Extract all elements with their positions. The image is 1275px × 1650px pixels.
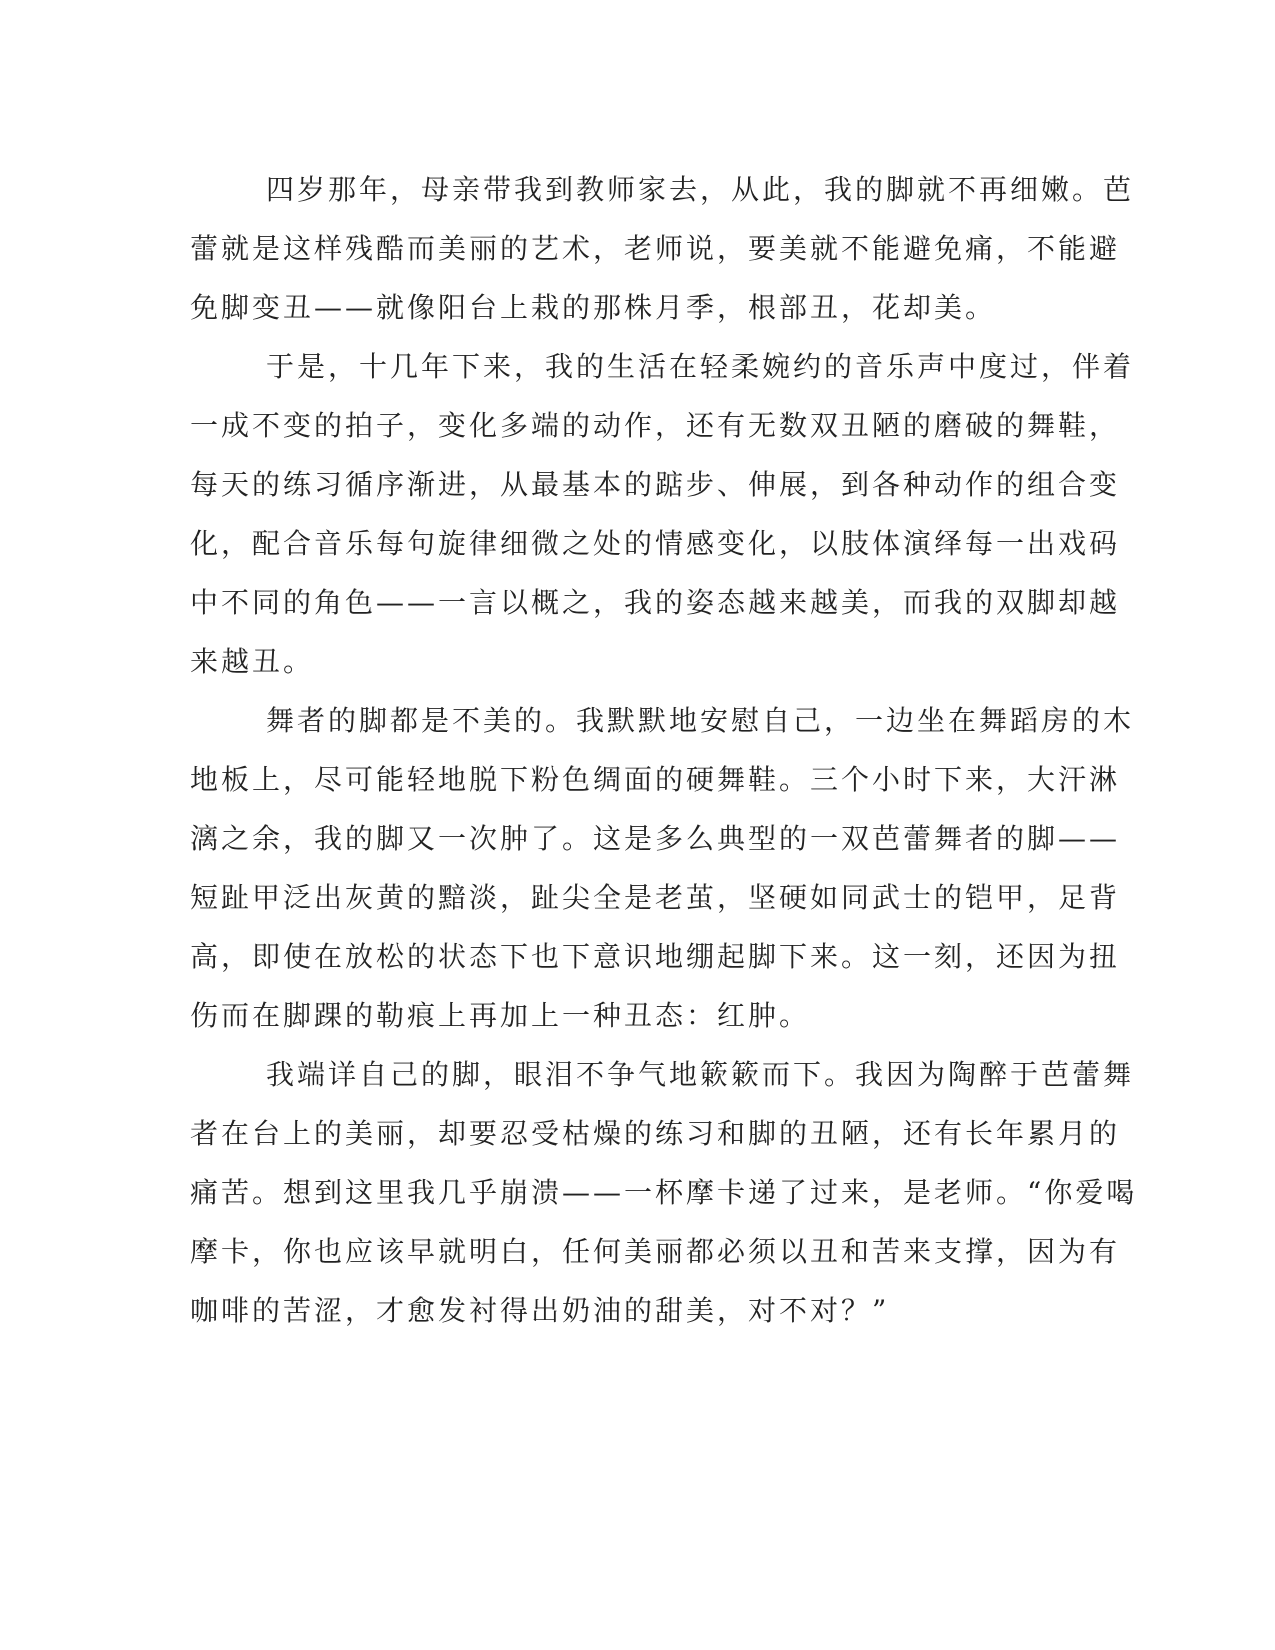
text-line: 我端详自己的脚，眼泪不争气地簌簌而下。我因为陶醉于芭蕾舞 — [266, 1058, 1135, 1091]
paragraph-1 — [190, 160, 1135, 337]
text-line: 伤而在脚踝的勒痕上再加上一种丑态：红肿。 — [190, 999, 811, 1032]
text-line: 一成不变的拍子，变化多端的动作，还有无数双丑陋的磨破的舞鞋， — [190, 409, 1121, 442]
text-line: 四岁那年，母亲带我到教师家去，从此，我的脚就不再细嫩。芭 — [266, 173, 1135, 206]
paragraph-4 — [190, 1045, 1138, 1340]
text-line: 化，配合音乐每句旋律细微之处的情感变化，以肢体演绎每一出戏码 — [190, 527, 1121, 560]
paragraph-3 — [190, 691, 1135, 1045]
paragraph-2 — [190, 337, 1135, 691]
text-line: 漓之余，我的脚又一次肿了。这是多么典型的一双芭蕾舞者的脚—— — [190, 822, 1121, 855]
text-line: 于是，十几年下来，我的生活在轻柔婉约的音乐声中度过，伴着 — [266, 350, 1135, 383]
text-line: 痛苦。想到这里我几乎崩溃——一杯摩卡递了过来，是老师。“你爱喝 — [190, 1176, 1138, 1209]
text-line: 高，即使在放松的状态下也下意识地绷起脚下来。这一刻，还因为扭 — [190, 940, 1121, 973]
text-line: 咖啡的苦涩，才愈发衬得出奶油的甜美，对不对？” — [190, 1294, 890, 1327]
article-body — [190, 160, 1138, 1340]
text-line: 地板上，尽可能轻地脱下粉色绸面的硬舞鞋。三个小时下来，大汗淋 — [190, 763, 1121, 796]
text-line: 每天的练习循序渐进，从最基本的踮步、伸展，到各种动作的组合变 — [190, 468, 1121, 501]
text-line: 短趾甲泛出灰黄的黯淡，趾尖全是老茧，坚硬如同武士的铠甲，足背 — [190, 881, 1121, 914]
text-line: 免脚变丑——就像阳台上栽的那株月季，根部丑，花却美。 — [190, 291, 997, 324]
text-line: 者在台上的美丽，却要忍受枯燥的练习和脚的丑陋，还有长年累月的 — [190, 1117, 1121, 1150]
text-line: 中不同的角色——一言以概之，我的姿态越来越美，而我的双脚却越 — [190, 586, 1121, 619]
text-line: 摩卡，你也应该早就明白，任何美丽都必须以丑和苦来支撑，因为有 — [190, 1235, 1121, 1268]
text-line: 舞者的脚都是不美的。我默默地安慰自己，一边坐在舞蹈房的木 — [266, 704, 1135, 737]
text-line: 来越丑。 — [190, 645, 315, 678]
text-line: 蕾就是这样残酷而美丽的艺术，老师说，要美就不能避免痛，不能避 — [190, 232, 1121, 265]
